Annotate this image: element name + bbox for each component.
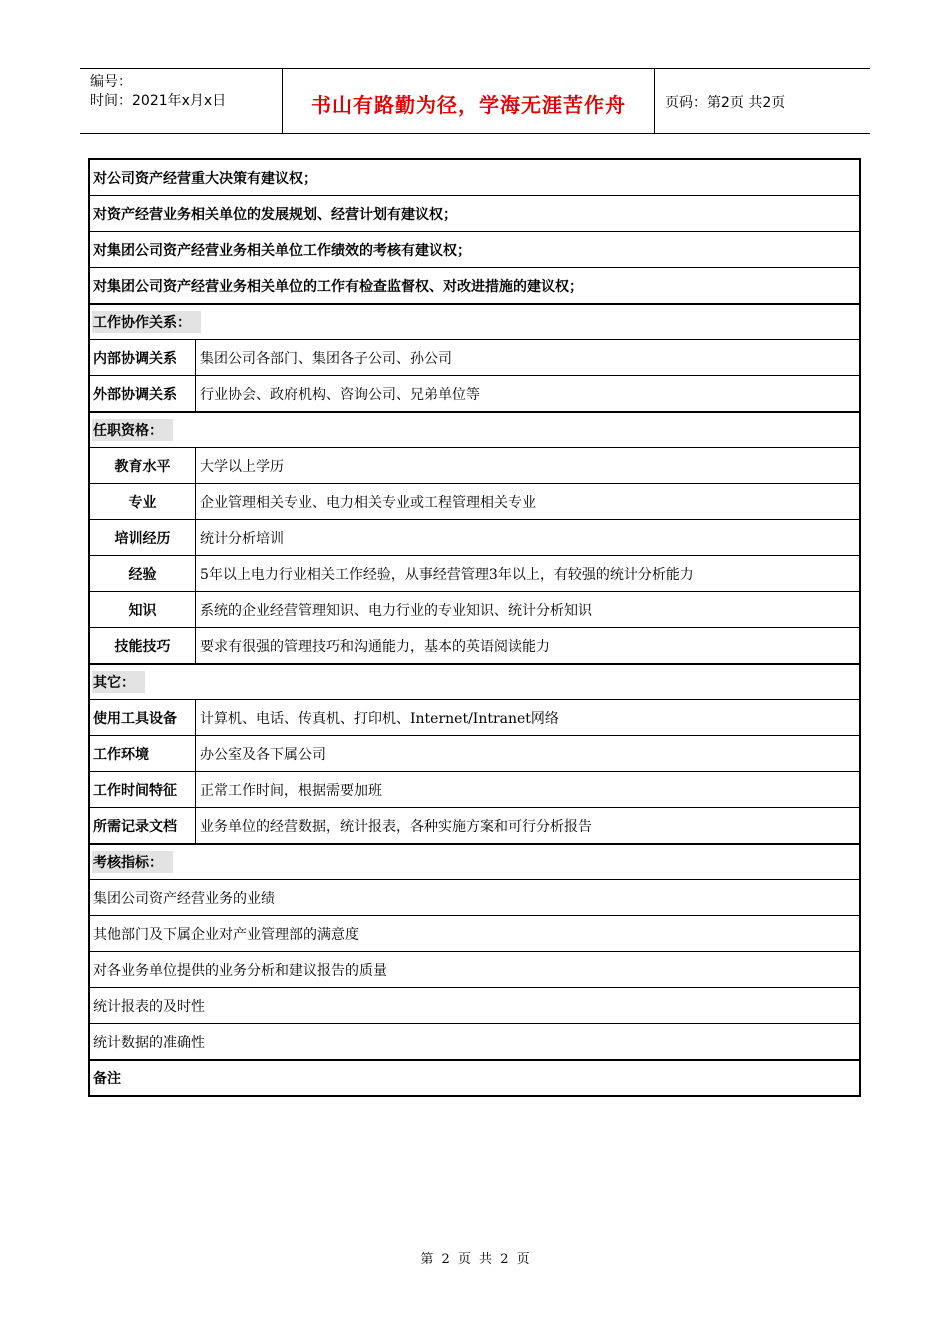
qualification-row: [90, 447, 859, 483]
row-label: 内部协调关系: [90, 340, 196, 375]
qualification-row: [90, 483, 859, 519]
document-date: 时间：2021年x月x日: [90, 93, 227, 109]
job-description-table: [88, 158, 861, 1097]
authority-text: 对集团公司资产经营业务相关单位工作绩效的考核有建议权；: [93, 242, 471, 259]
row-label: 使用工具设备: [90, 700, 196, 735]
kpi-text: 对各业务单位提供的业务分析和建议报告的质量: [93, 962, 387, 979]
section-title: 任职资格：: [92, 419, 173, 441]
row-value: 系统的企业经营管理知识、电力行业的专业知识、统计分析知识: [200, 602, 592, 619]
remarks-row: [90, 1059, 859, 1095]
section-header-cooperation: [90, 303, 859, 339]
section-header-qualifications: [90, 411, 859, 447]
authority-text: 对资产经营业务相关单位的发展规划、经营计划有建议权；: [93, 206, 457, 223]
row-label: 所需记录文档: [90, 808, 196, 843]
authority-row: [90, 267, 859, 303]
remarks-label: 备注: [93, 1071, 121, 1087]
row-label: 技能技巧: [90, 628, 196, 663]
row-label: 培训经历: [90, 520, 196, 555]
row-value: 5年以上电力行业相关工作经验，从事经营管理3年以上，有较强的统计分析能力: [200, 566, 694, 583]
row-value: 企业管理相关专业、电力相关专业或工程管理相关专业: [200, 494, 536, 511]
kpi-text: 统计报表的及时性: [93, 998, 205, 1015]
kpi-text: 统计数据的准确性: [93, 1034, 205, 1051]
other-row: [90, 699, 859, 735]
row-label: 教育水平: [90, 448, 196, 483]
kpi-text: 集团公司资产经营业务的业绩: [93, 890, 275, 907]
other-row: [90, 807, 859, 843]
header-page-info: 页码：第2页 共2页: [665, 95, 786, 111]
section-title: 考核指标：: [92, 851, 173, 873]
authority-row: [90, 160, 859, 195]
authority-text: 对公司资产经营重大决策有建议权；: [93, 170, 317, 187]
kpi-row: [90, 879, 859, 915]
row-label: 外部协调关系: [90, 376, 196, 411]
section-header-other: [90, 663, 859, 699]
row-label: 专业: [90, 484, 196, 519]
row-value: 大学以上学历: [200, 458, 284, 475]
other-row: [90, 735, 859, 771]
section-title: 工作协作关系：: [92, 311, 201, 333]
kpi-text: 其他部门及下属企业对产业管理部的满意度: [93, 926, 359, 943]
row-value: 集团公司各部门、集团各子公司、孙公司: [200, 350, 452, 367]
authority-text: 对集团公司资产经营业务相关单位的工作有检查监督权、对改进措施的建议权；: [93, 278, 583, 295]
kpi-row: [90, 1023, 859, 1059]
row-value: 计算机、电话、传真机、打印机、Internet/Intranet网络: [200, 710, 559, 727]
document-number-label: 编号：: [90, 74, 132, 90]
qualification-row: [90, 555, 859, 591]
section-header-kpi: [90, 843, 859, 879]
kpi-row: [90, 987, 859, 1023]
row-value: 要求有很强的管理技巧和沟通能力，基本的英语阅读能力: [200, 638, 550, 655]
qualification-row: [90, 627, 859, 663]
page-footer: 第 2 页 共 2 页: [420, 1252, 530, 1267]
authority-row: [90, 231, 859, 267]
row-label: 工作时间特征: [90, 772, 196, 807]
header-meta: [80, 69, 283, 133]
row-label: 工作环境: [90, 736, 196, 771]
row-value: 统计分析培训: [200, 530, 284, 547]
qualification-row: [90, 519, 859, 555]
row-value: 正常工作时间，根据需要加班: [200, 782, 382, 799]
qualification-row: [90, 591, 859, 627]
row-value: 业务单位的经营数据，统计报表，各种实施方案和可行分析报告: [200, 818, 592, 835]
kpi-row: [90, 915, 859, 951]
kpi-row: [90, 951, 859, 987]
header-motto: 书山有路勤为径，学海无涯苦作舟: [283, 69, 655, 133]
row-label: 知识: [90, 592, 196, 627]
authority-row: [90, 195, 859, 231]
page-header: [80, 68, 870, 134]
row-value: 办公室及各下属公司: [200, 746, 326, 763]
section-title: 其它：: [92, 671, 145, 693]
cooperation-row: [90, 375, 859, 411]
cooperation-row: [90, 339, 859, 375]
row-label: 经验: [90, 556, 196, 591]
other-row: [90, 771, 859, 807]
row-value: 行业协会、政府机构、咨询公司、兄弟单位等: [200, 386, 480, 403]
